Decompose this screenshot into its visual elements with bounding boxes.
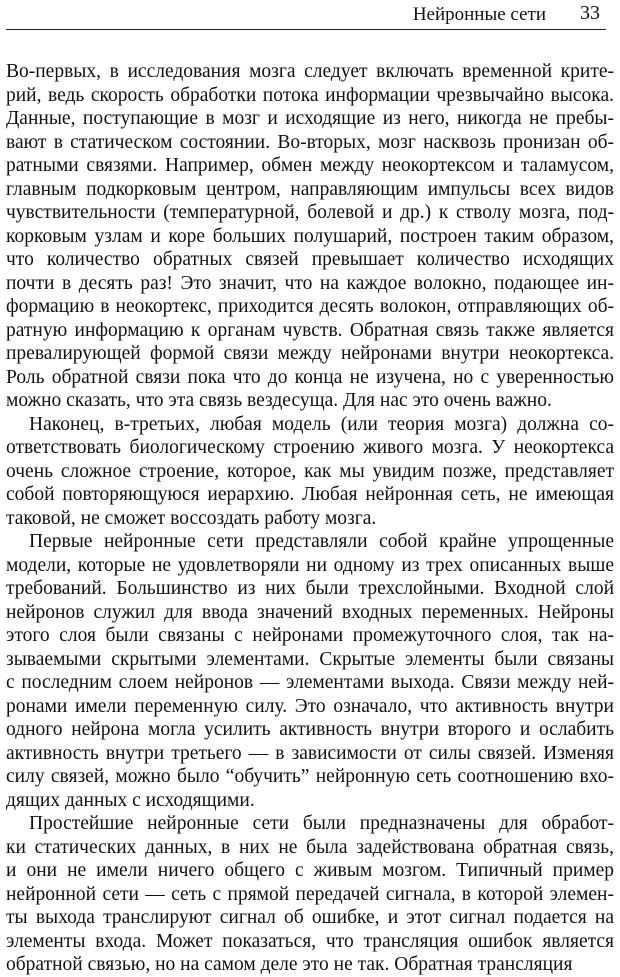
text-line: дящих данных с исходящими. — [6, 789, 255, 811]
text-line: Первые нейронные сети представляли собой крайне упрощенные — [29, 531, 614, 552]
text-line: этого слоя были связаны с нейронами промежуточного слоя, так на- — [6, 625, 614, 646]
text-line: требований. Большинство из них были трехслойными. Входной слой — [6, 578, 614, 599]
text-line: нейронной сети — сеть с прямой передачей сигнала, в которой элемен- — [6, 883, 614, 905]
text-line: ответствовать биологическому строению живого мозга. У неокортекса — [6, 437, 614, 458]
text-line: таковой, не сможет воссоздать работу мозга. — [6, 507, 377, 529]
text-line: очень сложное строение, которое, как мы увидим позже, представляет — [6, 460, 614, 482]
header-rule — [6, 29, 606, 30]
text-line: превалирующей формой связи между нейронами внутри неокортекса. — [6, 343, 614, 364]
text-line: корковым узлам и коре больших полушарий, построен таким образом, — [6, 225, 614, 247]
running-head: Нейронные сети — [412, 4, 546, 25]
text-line: Наконец, в-третьих, любая модель (или теория мозга) должна со- — [29, 413, 614, 435]
text-line: рий, ведь скорость обработки потока информации чрезвычайно высока. — [6, 84, 614, 106]
text-line: и они не имели ничего общего с живым мозгом. Типичный пример — [6, 860, 614, 881]
text-line: главным подкорковым центром, направляющим импульсы всех видов — [6, 178, 614, 200]
text-line: Во-первых, в исследования мозга следует включать временной крите- — [6, 61, 614, 82]
paragraph-1 — [6, 60, 614, 413]
text-line: ратными связями. Например, обмен между неокортексом и таламусом, — [6, 155, 614, 176]
text-line: вают в статическом состоянии. Во-вторых, мозг насквозь пронизан об- — [6, 131, 614, 153]
text-line: нейронов служил для ввода значений входных переменных. Нейроны — [6, 601, 614, 623]
text-line: обратной связью, но на самом деле это не так. Обратная трансляция — [6, 954, 573, 975]
text-line: ратную информацию к органам чувств. Обратная связь также является — [6, 319, 614, 341]
text-line: ронами имели переменную силу. Это означало, что активность внутри — [6, 695, 614, 717]
text-line: Роль обратной связи пока что до конца не изучена, но с уверенностью — [6, 366, 614, 388]
text-line: собой повторяющуюся иерархию. Любая нейронная сеть, не имеющая — [6, 484, 614, 505]
text-line: одного нейрона могла усилить активность внутри второго и ослабить — [6, 719, 614, 740]
text-line: с последним слоем нейронов — элементами выхода. Связи между ней- — [6, 672, 614, 693]
paragraph-2 — [6, 413, 614, 531]
paragraph-3 — [6, 530, 614, 812]
page-header — [0, 0, 620, 30]
text-line: чувствительности (температурной, болевой и др.) к стволу мозга, под- — [6, 202, 614, 223]
paragraph-4 — [6, 812, 614, 977]
page-number: 33 — [580, 2, 600, 24]
text-line: можно сказать, что эта связь вездесуща. Для нас это очень важно. — [6, 390, 552, 411]
text-line: Данные, поступающие в мозг и исходящие из него, никогда не пребы- — [6, 108, 614, 129]
text-line: зываемыми скрытыми элементами. Скрытые элементы были связаны — [6, 648, 614, 670]
text-line: ки статических данных, в них не была задействована обратная связь, — [6, 836, 614, 858]
text-line: почти в десять раз! Это значит, что на каждое волокно, подающее ин- — [6, 272, 614, 294]
text-line: что количество обратных связей превышает количество исходящих — [6, 249, 614, 270]
text-line: ты выхода транслируют сигнал об ошибке, и этот сигнал подается на — [6, 907, 614, 928]
body-text — [6, 60, 614, 977]
text-line: Простейшие нейронные сети были предназначены для обработ- — [29, 813, 614, 834]
text-line: формацию в неокортекс, приходится десять волокон, отправляющих об- — [6, 296, 614, 317]
text-line: модели, которые не удовлетворяли ни одному из трех описанных выше — [6, 554, 614, 576]
text-line: активность внутри третьего — в зависимости от силы связей. Изменяя — [6, 742, 614, 764]
text-line: силу связей, можно было “обучить” нейронную сеть соотношению вхо- — [6, 766, 614, 787]
text-line: элементы входа. Может показаться, что трансляция ошибок является — [6, 930, 614, 952]
